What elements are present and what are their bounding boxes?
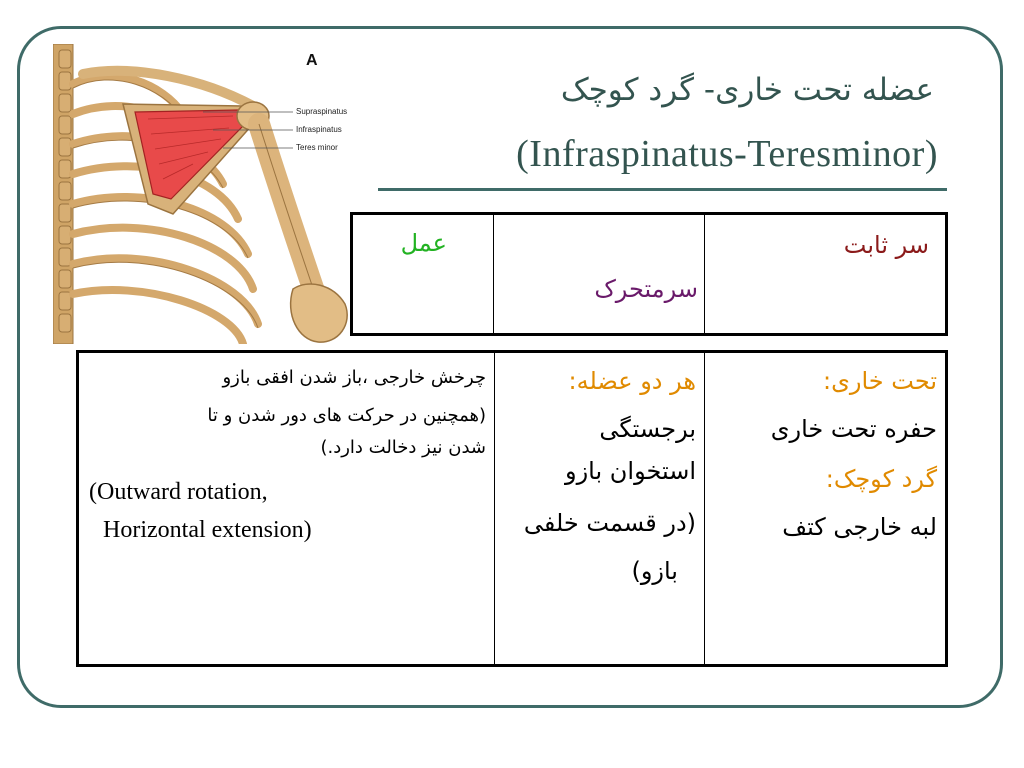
action-english-2: Horizontal extension) [103,517,312,543]
action-cell [79,353,494,664]
insertion-label: هر دو عضله: [568,367,696,395]
origin-teres-minor-label: گرد کوچک: [825,465,937,493]
insertion-line-3: (در قسمت خلفی [523,509,696,537]
header-insertion: سرمتحرک [594,275,698,303]
insertion-line-4: بازو) [631,557,678,585]
header-action: عمل [400,229,447,257]
origin-infraspinatus-text: حفره تحت خاری [770,415,937,443]
title-latin: (Infraspinatus-Teresminor) [516,133,938,175]
action-english-1: (Outward rotation, [89,479,268,505]
action-line-1: چرخش خارجی ،باز شدن افقی بازو [222,367,486,388]
title-persian: عضله تحت خاری- گرد کوچک [560,72,934,108]
insertion-cell [494,353,704,664]
title-underline [378,188,947,191]
header-origin: سر ثابت [843,231,929,259]
content-table [76,350,948,667]
header-action-cell [353,215,493,333]
figure-label-supraspinatus: Supraspinatus [296,107,348,116]
figure-label-teres-minor: Teres minor [296,143,338,152]
action-line-3: شدن نیز دخالت دارد.) [320,437,486,458]
origin-infraspinatus-label: تحت خاری: [823,367,937,395]
origin-teres-minor-text: لبه خارجی کتف [782,513,937,541]
header-insertion-cell [493,215,704,333]
origin-cell [704,353,945,664]
insertion-line-2: استخوان بازو [564,457,696,485]
header-origin-cell [704,215,945,333]
anatomy-figure [53,44,370,344]
shoulder-anatomy-illustration [53,44,370,344]
figure-label-infraspinatus: Infraspinatus [296,125,342,134]
action-line-2: (همچنین در حرکت های دور شدن و تا [207,405,486,426]
header-table [350,212,948,336]
insertion-line-1: برجستگی [599,415,696,443]
figure-panel-letter: A [306,52,318,69]
